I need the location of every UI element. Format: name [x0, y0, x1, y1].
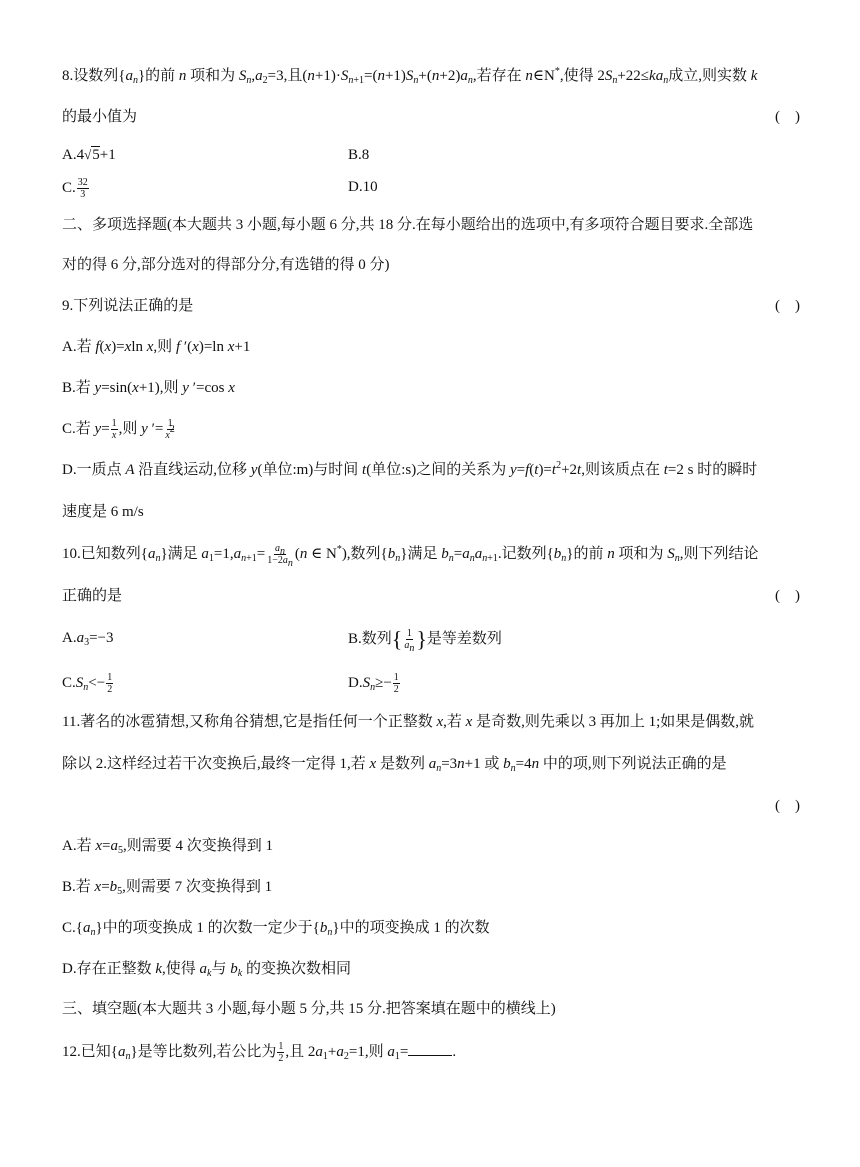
q8-option-a: A.4√5+1	[62, 147, 116, 163]
q10-option-a: $A.a_3=-3$	[62, 630, 114, 648]
q10-stem-line2: 正确的是	[62, 588, 123, 604]
q11-option-a: A.若 $x=a_5$,则需要 4 次变换得到 1	[62, 838, 273, 856]
q9-stem: 9.下列说法正确的是	[62, 298, 194, 314]
q10-option-d: $D.S_n\ge-$ $\frac{1}{2}$	[348, 672, 399, 695]
q12-stem: 12.已知$\{a_n\}$是等比数列,若公比为 $\frac{1}{2}$ ,且 $2a_1+a_2=1$,则 $a_1=$ .	[62, 1041, 457, 1065]
q8-option-c: C. $\frac{32}{3}$	[62, 177, 88, 200]
q9-option-c: C.若 y= $\frac{1}{x}$ ,则 y ′= $\frac{1}{x^2}$	[62, 418, 175, 441]
section2-heading-line1: 二、多项选择题(本大题共 3 小题,每小题 6 分,共 18 分.在每小题给出的选项中,有多项符合题目要求.全部选	[62, 217, 754, 233]
q12-answer-blank[interactable]	[408, 1041, 452, 1056]
q11-answer-paren: ( )	[775, 798, 800, 814]
q11-option-b: B.若 $x=b_5$,则需要 7 次变换得到 1	[62, 879, 273, 897]
q10-stem-line1: 10.已知数列$\{a_n\}$满足 $a_1=1,a_{n+1}=$ $\frac{a_n}{1-2a_n}$ (n ∈ N*),数列$\{b_n\}$满足 $b_n=a_na_{n+1}$.记数列$\{b_n\}$的前 n 项和为 $S_n$,则下列结论	[62, 543, 759, 569]
section2-heading-line2: 对的得 6 分,部分选对的得部分分,有选错的得 0 分)	[62, 257, 390, 273]
q8-stem-line2: 的最小值为	[62, 109, 138, 125]
q11-option-c: $C.\{a_n\}$中的项变换成 1 的次数一定少于$\{b_n\}$中的项变换成 1 的次数	[62, 920, 490, 938]
q8-number: 8.	[62, 68, 74, 84]
q11-stem-line2: 除以 2.这样经过若干次变换后,最终一定得 1,若 x 是数列 $a_n=3n+1$ 或 $b_n=4n$ 中的项,则下列说法正确的是	[62, 756, 727, 774]
q9-option-a: A.若 f(x)=xln x,则 f ′(x)=ln x+1	[62, 339, 251, 355]
section3-heading: 三、填空题(本大题共 3 小题,每小题 5 分,共 15 分.把答案填在题中的横线上)	[62, 1001, 556, 1017]
q8-option-d: D.10	[348, 179, 378, 195]
q10-option-c: $C.S_n<-$ $\frac{1}{2}$	[62, 672, 113, 695]
q9-option-d-line2: 速度是 6 m/s	[62, 504, 144, 520]
q8-stem-line1: 8.设数列$\{a_n\}$的前 n 项和为 $S_n,a_2=3$,且$(n+1)\cdot S_{n+1}=(n+1)S_n+(n+2)a_n$,若存在 n∈N*,使得 $2S_n+22\le ka_n$成立,则实数 k	[62, 66, 758, 86]
q9-option-b: B.若 y=sin(x+1),则 y ′=cos x	[62, 380, 235, 396]
q8-answer-paren: ( )	[775, 109, 800, 125]
q11-stem-line1: 11.著名的冰雹猜想,又称角谷猜想,它是指任何一个正整数 x,若 x 是奇数,则先乘以 3 再加上 1;如果是偶数,就	[62, 714, 754, 730]
q9-option-d-line1: D.一质点 A 沿直线运动,位移 y(单位:m)与时间 t(单位:s)之间的关系为 $y=f(t)=t^2+2t$,则该质点在 t=2 s 时的瞬时	[62, 460, 758, 478]
q10-option-b: B.数列{ $\frac{1}{a_n}$ }是等差数列	[348, 626, 502, 654]
q11-option-d: D.存在正整数 k,使得 $a_k$与 $b_k$ 的变换次数相同	[62, 961, 351, 979]
q9-answer-paren: ( )	[775, 298, 800, 314]
q10-answer-paren: ( )	[775, 588, 800, 604]
q8-option-b: B.8	[348, 147, 370, 163]
